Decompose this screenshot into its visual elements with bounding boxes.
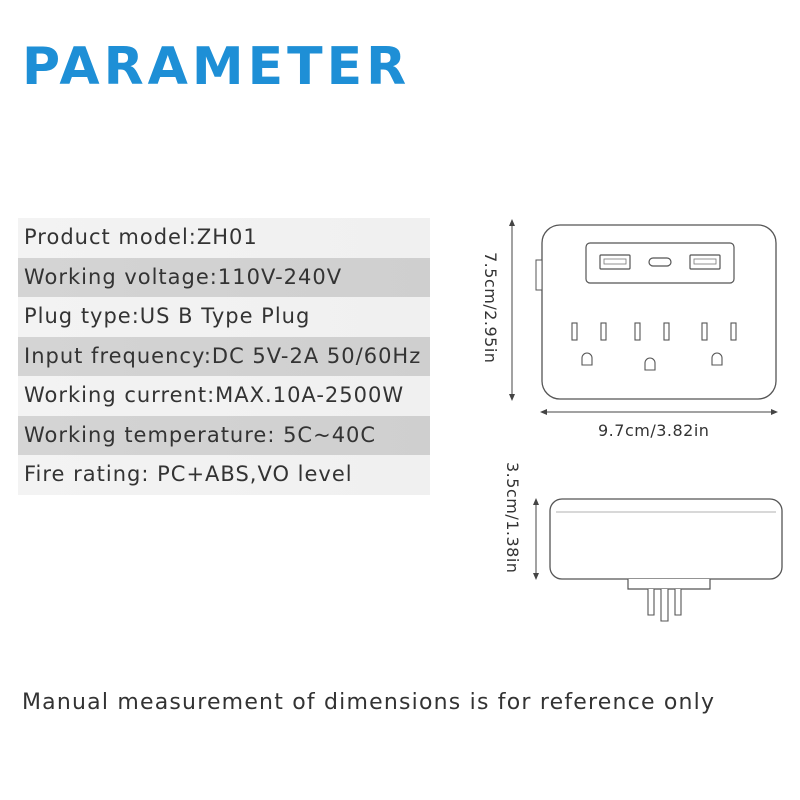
height-arrow-bottom-icon — [509, 394, 515, 401]
depth-arrow-top-icon — [533, 498, 539, 505]
plug-base — [628, 579, 710, 589]
plug-prongs-icon — [648, 589, 681, 621]
side-button — [536, 260, 542, 290]
usb-a-port-left-icon — [600, 255, 630, 269]
height-arrow-top-icon — [509, 219, 515, 226]
width-arrow-right-icon — [771, 409, 778, 415]
spec-plug-type: Plug type:US B Type Plug — [18, 297, 430, 337]
spec-product-model: Product model:ZH01 — [18, 218, 430, 258]
depth-dimension-label: 3.5cm/1.38in — [503, 462, 522, 574]
usb-c-port-icon — [649, 258, 671, 266]
spec-working-temperature: Working temperature: 5C~40C — [18, 416, 430, 456]
usb-a-port-right-icon — [690, 255, 720, 269]
spec-table — [18, 218, 430, 495]
spec-fire-rating: Fire rating: PC+ABS,VO level — [18, 455, 430, 495]
height-dimension-label: 7.5cm/2.95in — [481, 252, 500, 364]
width-arrow-left-icon — [540, 409, 547, 415]
spec-working-current: Working current:MAX.10A-2500W — [18, 376, 430, 416]
depth-arrow-bottom-icon — [533, 573, 539, 580]
side-body — [550, 499, 782, 579]
side-view-diagram — [520, 490, 790, 630]
width-dimension-label: 9.7cm/3.82in — [598, 421, 710, 440]
page-title: PARAMETER — [22, 37, 411, 97]
spec-working-voltage: Working voltage:110V-240V — [18, 258, 430, 298]
front-view-diagram — [500, 215, 790, 435]
footer-note: Manual measurement of dimensions is for reference only — [22, 690, 716, 715]
spec-input-frequency: Input frequency:DC 5V-2A 50/60Hz — [18, 337, 430, 377]
